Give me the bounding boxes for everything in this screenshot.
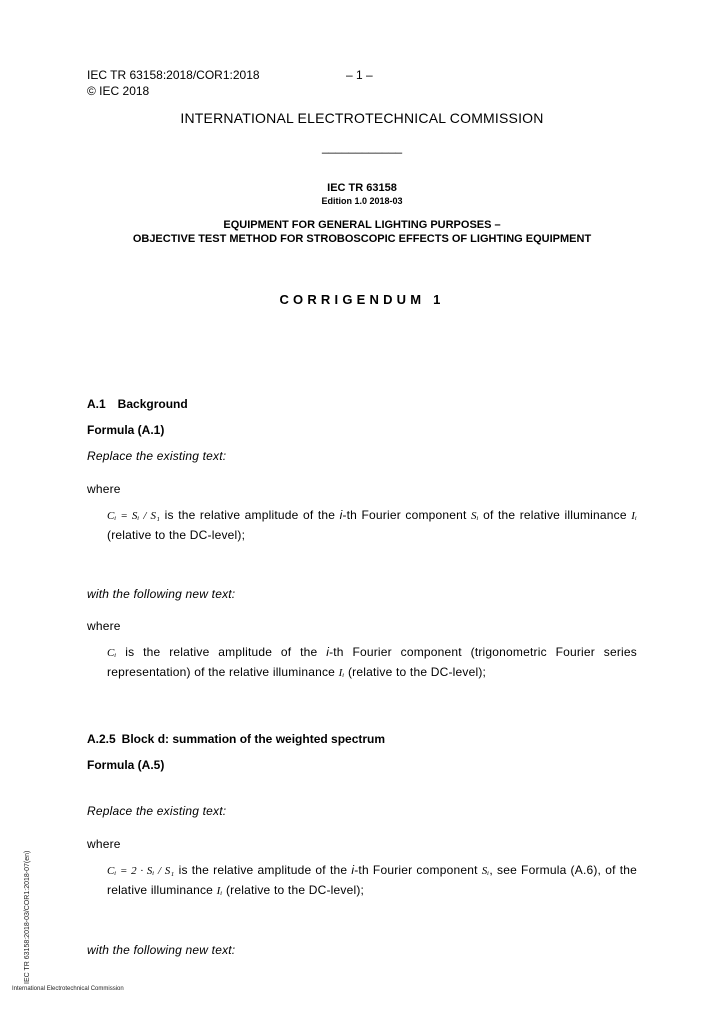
page-number: – 1 –	[346, 68, 373, 82]
edition-line: Edition 1.0 2018-03	[321, 196, 403, 206]
standard-title-line-1: EQUIPMENT FOR GENERAL LIGHTING PURPOSES –	[223, 219, 501, 231]
copyright: © IEC 2018	[87, 84, 150, 98]
section-heading-a1: A.1 Background	[87, 397, 188, 411]
organization-name: INTERNATIONAL ELECTROTECHNICAL COMMISSION	[180, 110, 544, 126]
definition-new-a1: Cᵢ is the relative amplitude of the i-th Fourier component (trigonometric Fourier series representation) of the relative illuminance Iᵢ (relative to the DC-level);	[107, 645, 637, 679]
where-label-a25: where	[87, 837, 121, 851]
where-label-a1-old: where	[87, 482, 121, 496]
standard-number: IEC TR 63158	[327, 182, 397, 194]
footer-organization: International Electrotechnical Commission	[12, 986, 124, 992]
side-document-reference: IEC TR 63158:2018-03/COR1:2018-07(en)	[24, 850, 31, 984]
document-id: IEC TR 63158:2018/COR1:2018	[87, 68, 260, 82]
replace-instruction-a25: Replace the existing text:	[87, 804, 227, 818]
formula-label-a25: Formula (A.5)	[87, 758, 165, 772]
where-label-a1-new: where	[87, 619, 121, 633]
definition-old-a25: Cᵢ = 2 · Sᵢ / S₁ is the relative amplitude of the i-th Fourier component Sᵢ, see Formula (A.6), of the relative illuminance Iᵢ (relative to the DC-level);	[107, 863, 637, 897]
formula-label-a1: Formula (A.1)	[87, 423, 165, 437]
standard-title-line-2: OBJECTIVE TEST METHOD FOR STROBOSCOPIC EFFECTS OF LIGHTING EQUIPMENT	[132, 233, 592, 245]
formula-ci-old-a25: Cᵢ = 2 · Sᵢ / S₁	[107, 865, 175, 877]
replace-instruction-a1: Replace the existing text:	[87, 449, 227, 463]
with-instruction-a1: with the following new text:	[87, 587, 236, 601]
separator-line: ____________	[321, 140, 403, 154]
section-heading-a25: A.2.5 Block d: summation of the weighted spectrum	[87, 732, 386, 746]
definition-old-a1: Cᵢ = Sᵢ / S₁ is the relative amplitude of the i-th Fourier component Sᵢ of the relative illuminance Iᵢ (relative to the DC-level);	[107, 508, 638, 542]
with-instruction-a25: with the following new text:	[87, 943, 236, 957]
corrigendum-title: CORRIGENDUM 1	[279, 292, 445, 307]
formula-ci-old-a1: Cᵢ = Sᵢ / S₁	[107, 510, 161, 522]
